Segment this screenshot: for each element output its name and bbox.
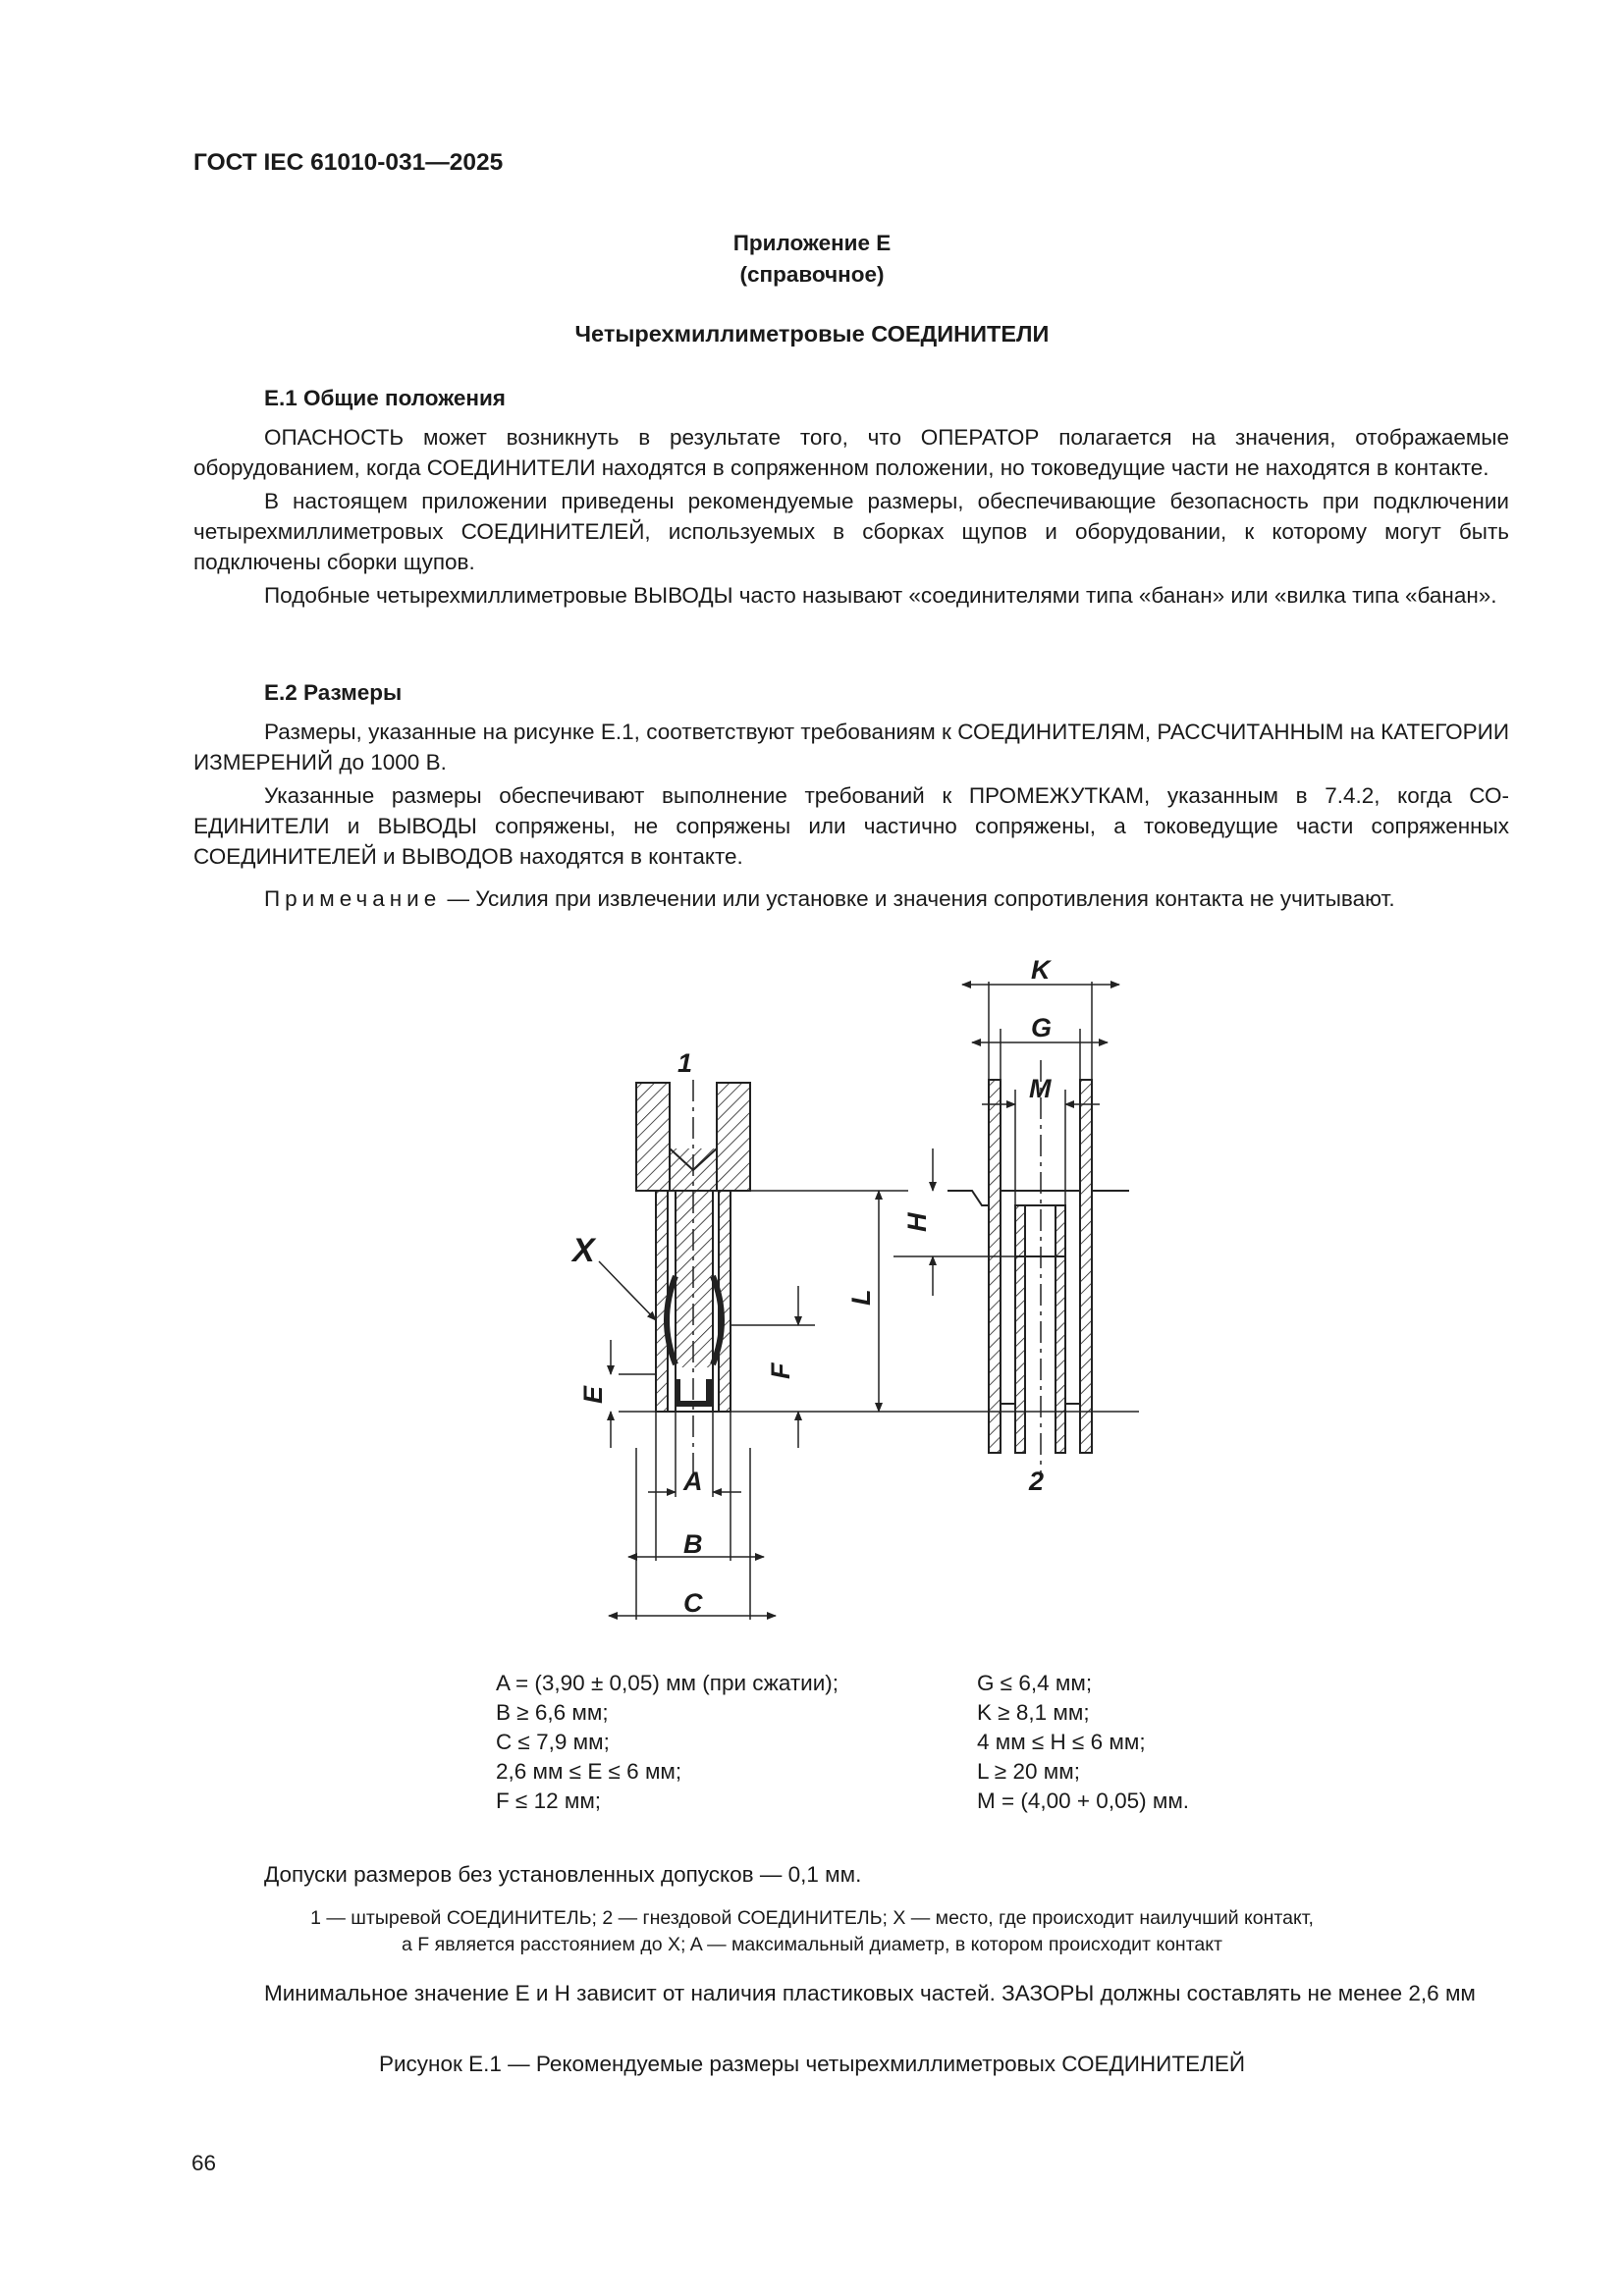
label-1: 1 [677,1048,693,1078]
socket-body [947,1080,1129,1453]
label-h: H [902,1212,932,1232]
section-2-title: Е.2 Размеры [264,680,403,705]
min-value-note [193,1978,1509,2008]
dims-left-column [496,1669,839,1816]
dim-item: F ≤ 12 мм; [496,1789,602,1813]
paragraph: Минимальное значение E и H зависит от наличия пластиковых частей. ЗАЗОРЫ должны составлять не менее 2,6 мм [264,1981,1476,2005]
annex-title: Приложение Е [732,231,892,255]
label-e: E [578,1385,608,1404]
figure-legend-line-1: 1 — штыревой СОЕДИНИТЕЛЬ; 2 — гнездовой СОЕДИНИТЕЛЬ; X — место, где происходит наилучший контакт, [310,1907,1314,1929]
label-c: C [683,1588,703,1618]
dim-item: A = (3,90 ± 0,05) мм (при сжатии); [496,1671,839,1695]
annex-type: (справочное) [739,262,885,287]
dim-item: K ≥ 8,1 мм; [977,1700,1090,1725]
label-b: B [683,1529,703,1559]
dim-item: B ≥ 6,6 мм; [496,1700,609,1725]
tolerance-note: Допуски размеров без установленных допусков — 0,1 мм. [264,1862,862,1887]
label-m: M [1029,1074,1052,1103]
dim-item: 4 мм ≤ H ≤ 6 мм; [977,1730,1146,1754]
dim-item: L ≥ 20 мм; [977,1759,1080,1784]
paragraph: Размеры, указанные на рисунке Е.1, соответствуют требованиям к СОЕДИНИТЕЛЯМ, РАССЧИТАННЫМ на КАТЕГОРИИ ИЗМЕРЕНИЙ до 1000 В. [193,720,1509,774]
section-1-title: Е.1 Общие положения [264,386,506,410]
label-l: L [846,1289,876,1306]
label-g: G [1031,1013,1053,1042]
label-k: K [1031,955,1051,985]
paragraph: Указанные размеры обеспечивают выполнение требований к ПРОМЕЖУТКАМ, указанным в 7.4.2, когда СОЕДИНИТЕЛИ и ВЫВОДЫ сопряжены, не сопряжены или частично сопряжены, а токоведущие части сопряженных СОЕДИНИТЕЛЕЙ и ВЫВОДОВ находятся в контакте. [193,783,1509,869]
annex-heading: Четырехмиллиметровые СОЕДИНИТЕЛИ [574,321,1050,347]
dim-item: 2,6 мм ≤ E ≤ 6 мм; [496,1759,682,1784]
figure-legend-line-2: а F является расстоянием до X; A — максимальный диаметр, в котором происходит контакт [402,1934,1222,1955]
paragraph: В настоящем приложении приведены рекомендуемые размеры, обеспечивающие безопасность при подключении четырехмиллиметровых СОЕДИНИТЕЛЕЙ, используемых в сборках щупов и оборудовании, к которому могут быть подключены сборки щупов. [193,489,1509,574]
dims-right-column [977,1669,1189,1816]
document-header: ГОСТ IEC 61010-031—2025 [193,149,504,176]
label-2: 2 [1029,1467,1045,1496]
dim-item: G ≤ 6,4 мм; [977,1671,1093,1695]
paragraph: Подобные четырехмиллиметровые ВЫВОДЫ часто называют «соединителями типа «банан» или «вилка типа «банан». [264,583,1497,608]
label-a: A [683,1467,703,1496]
dim-item: M = (4,00 + 0,05) мм. [977,1789,1190,1813]
paragraph: ОПАСНОСТЬ может возникнуть в результате того, что ОПЕРАТОР полагается на значения, отображаемые оборудованием, когда СОЕДИНИТЕЛИ находятся в сопряженном положении, но токоведущие части не находятся в контакте. [193,425,1509,480]
dim-item: C ≤ 7,9 мм; [496,1730,610,1754]
figure-caption: Рисунок Е.1 — Рекомендуемые размеры четырехмиллиметровых СОЕДИНИТЕЛЕЙ [378,2052,1246,2076]
note-label: Примечание [264,886,442,911]
label-x: X [572,1232,595,1269]
note-text: — Усилия при извлечении или установке и значения сопротивления контакта не учитывают. [441,886,1395,911]
page-number: 66 [191,2151,217,2175]
label-f: F [766,1362,795,1379]
